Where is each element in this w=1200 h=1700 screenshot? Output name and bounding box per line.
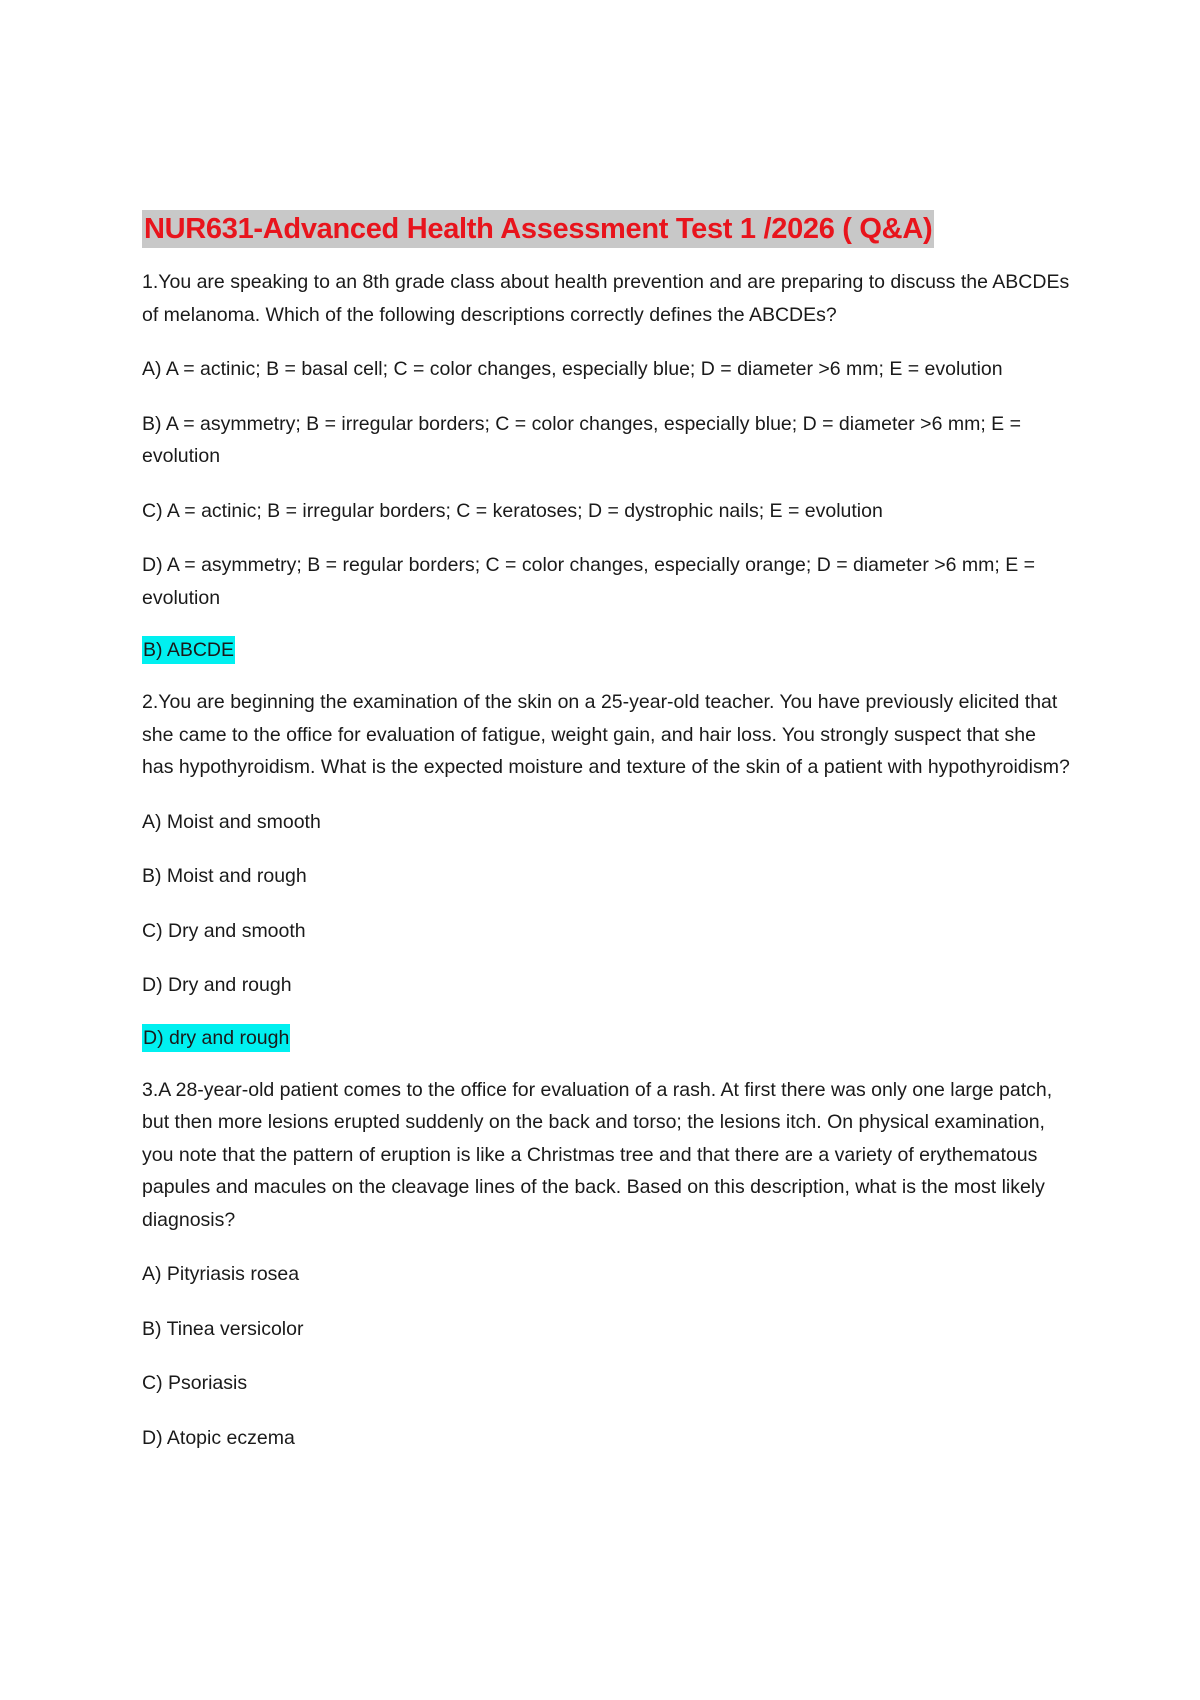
title-wrap bbox=[142, 210, 1072, 266]
question-2 bbox=[142, 686, 1072, 1052]
option-c: C) A = actinic; B = irregular borders; C = keratoses; D = dystrophic nails; E = evolution bbox=[142, 499, 883, 522]
document-title: NUR631-Advanced Health Assessment Test 1 /2026 ( Q&A) bbox=[142, 210, 934, 248]
question-3 bbox=[142, 1074, 1072, 1455]
option-a: A) A = actinic; B = basal cell; C = color changes, especially blue; D = diameter >6 mm; E = evolution bbox=[142, 358, 1003, 380]
option-c: C) Psoriasis bbox=[142, 1372, 248, 1394]
answer-highlight: D) dry and rough bbox=[142, 1024, 290, 1052]
option-a: A) Pityriasis rosea bbox=[142, 1263, 300, 1285]
option-d: D) Dry and rough bbox=[142, 974, 292, 996]
answer-highlight: B) ABCDE bbox=[142, 636, 235, 664]
option-c: C) Dry and smooth bbox=[142, 919, 306, 942]
question-text: 3.A 28-year-old patient comes to the office for evaluation of a rash. At first there was only one large patch, but then more lesions erupted suddenly on the back and torso; the lesions itch. On physical examination, you note that the pattern of eruption is like a Christmas tree and that there are a variety of erythematous papules and macules on the cleavage lines of the back. Based on this description, what is the most likely diagnosis? bbox=[142, 1078, 1053, 1231]
option-b: B) Tinea versicolor bbox=[142, 1317, 304, 1340]
option-b: B) A = asymmetry; B = irregular borders; C = color changes, especially blue; D = diameter >6 mm; E = evolution bbox=[142, 412, 1021, 467]
option-d: D) A = asymmetry; B = regular borders; C = color changes, especially orange; D = diameter >6 mm; E = evolution bbox=[142, 554, 1036, 609]
answer-wrap bbox=[142, 636, 1072, 664]
option-d: D) Atopic eczema bbox=[142, 1426, 295, 1449]
answer-wrap bbox=[142, 1024, 1072, 1052]
question-text: 1.You are speaking to an 8th grade class about health prevention and are preparing to discuss the ABCDEs of melanoma. Which of the following descriptions correctly defines the ABCDEs? bbox=[142, 271, 1070, 326]
option-a: A) Moist and smooth bbox=[142, 810, 321, 833]
question-text: 2.You are beginning the examination of the skin on a 25-year-old teacher. You have previously elicited that she came to the office for evaluation of fatigue, weight gain, and hair loss. You strongly suspect that she has hypothyroidism. What is the expected moisture and texture of the skin of a patient with hypothyroidism? bbox=[142, 691, 1070, 778]
question-1 bbox=[142, 266, 1072, 664]
document-content bbox=[142, 210, 1072, 1476]
option-b: B) Moist and rough bbox=[142, 865, 307, 887]
